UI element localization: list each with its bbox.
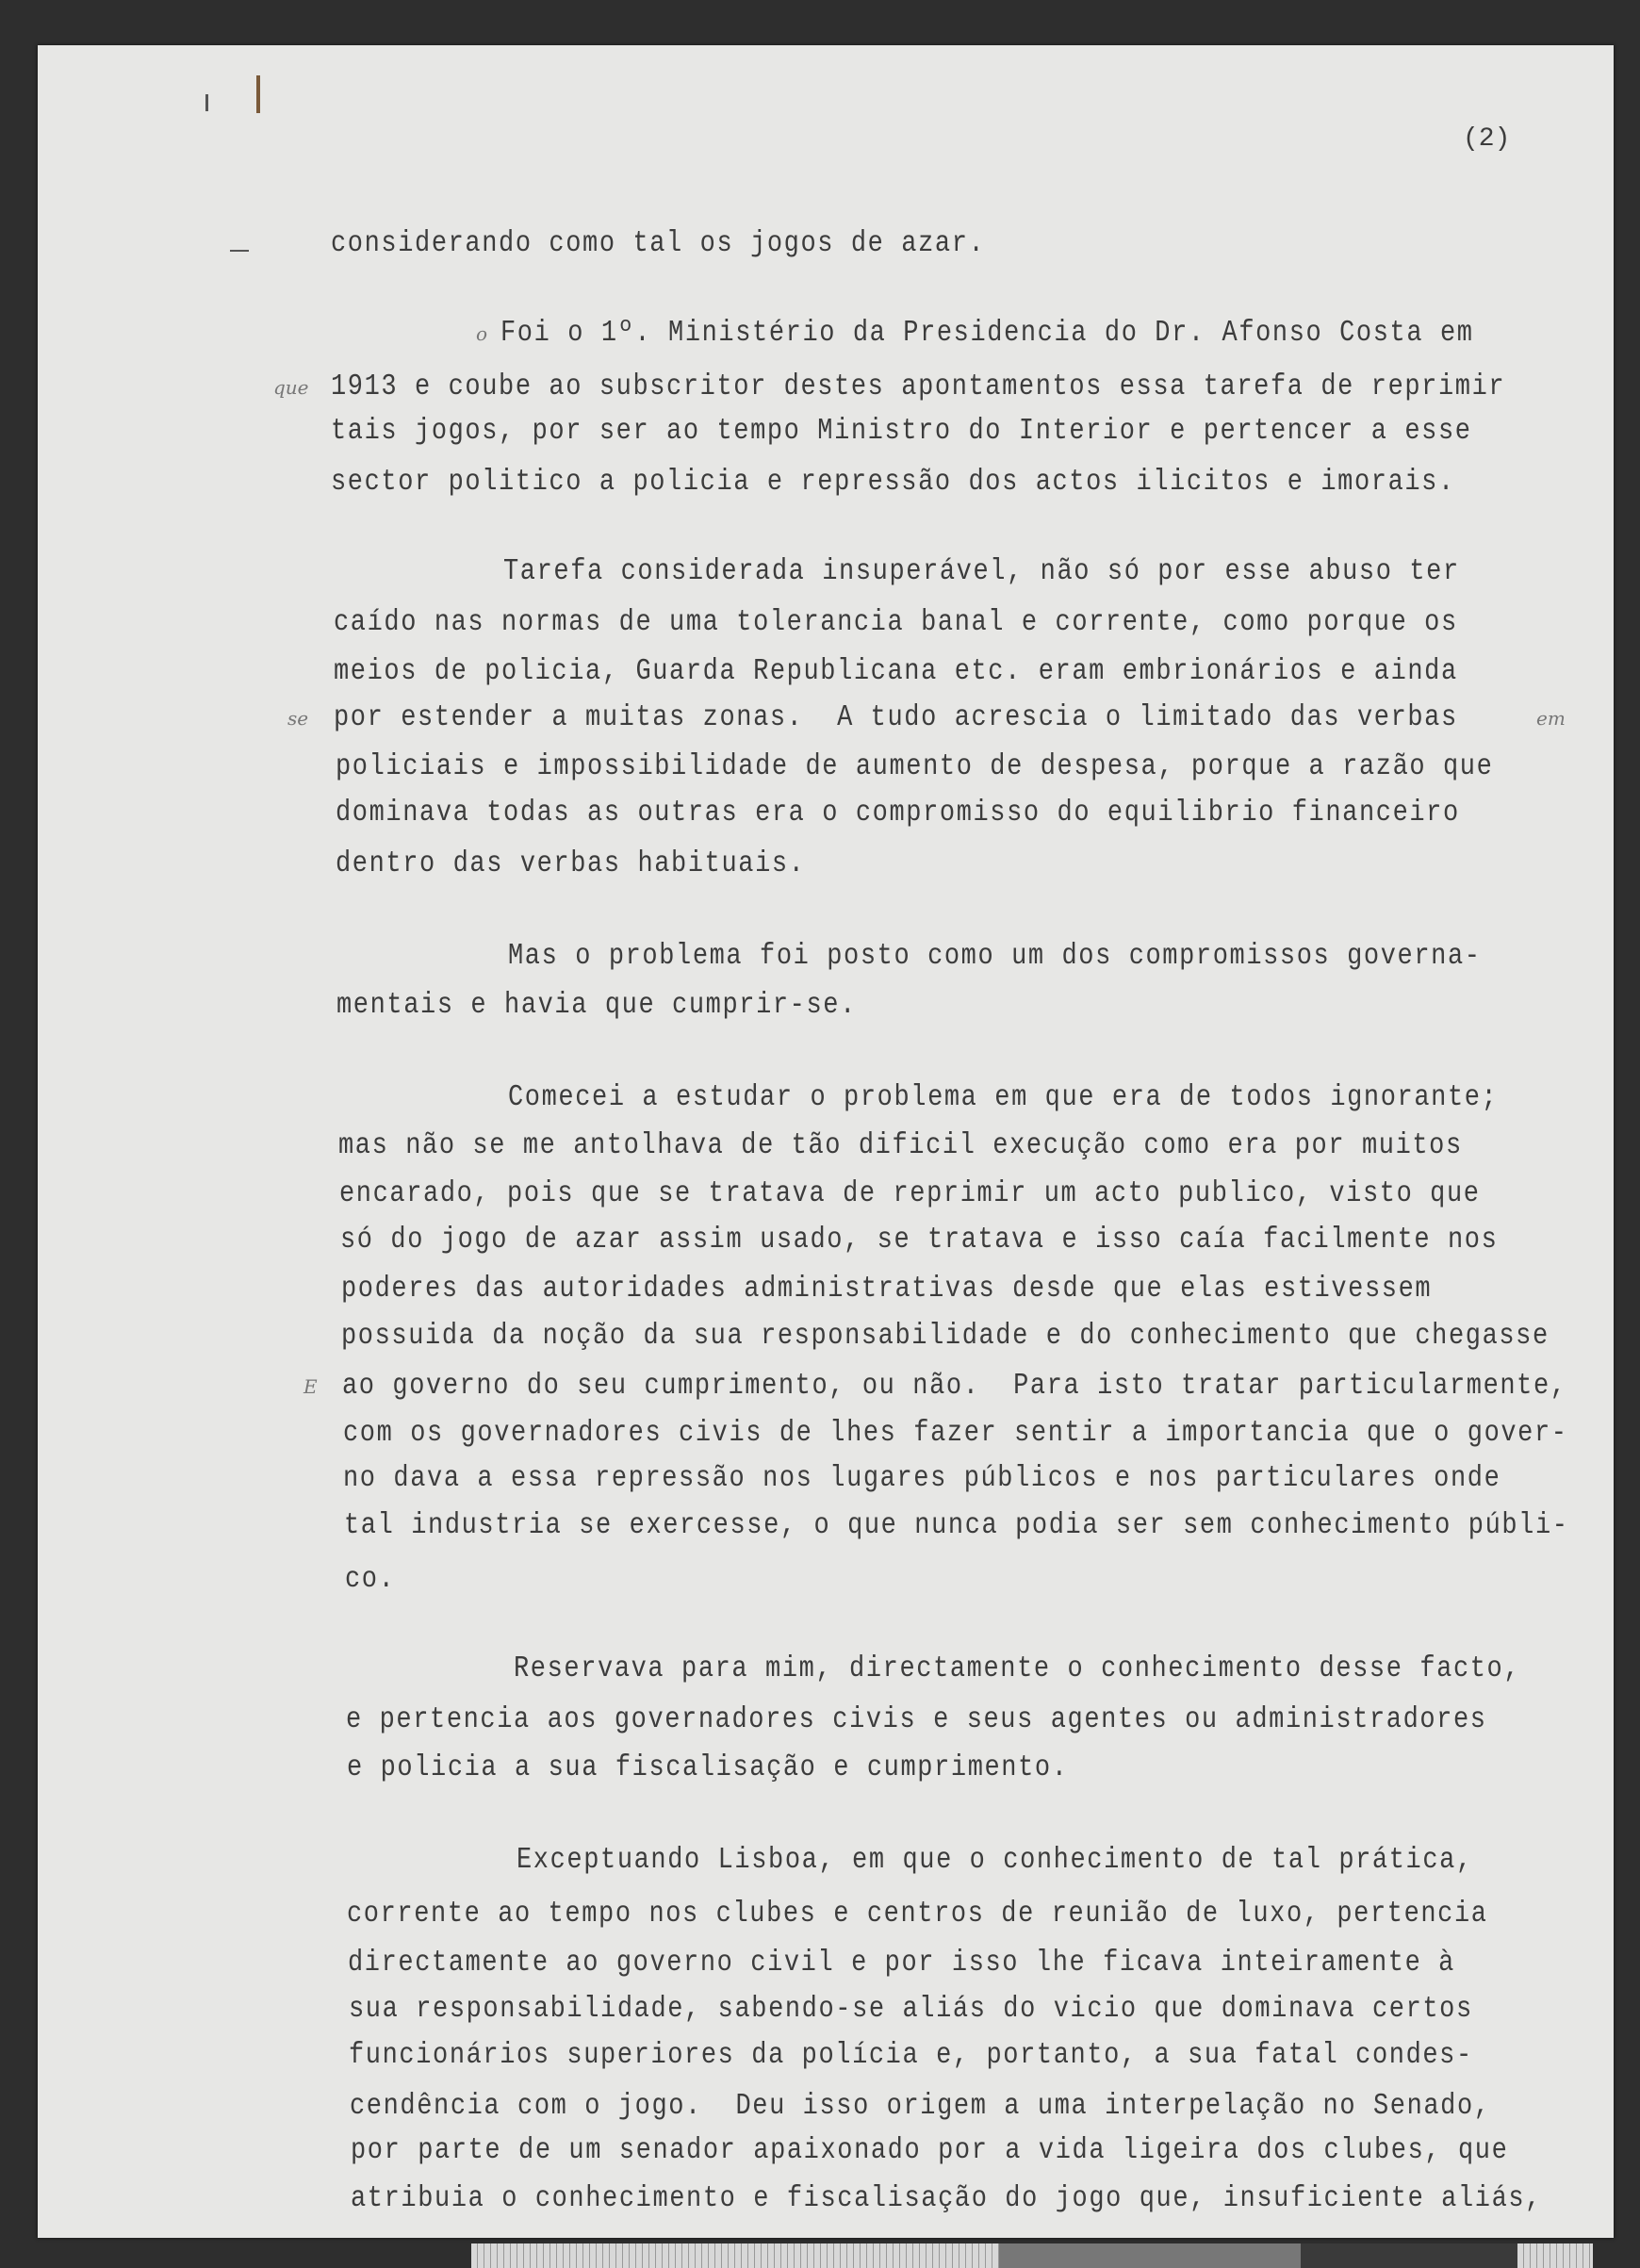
- handwritten-annotation: o: [476, 322, 488, 345]
- typed-line: directamente ao governo civil e por isso lhe ficava inteiramente à: [348, 1947, 1455, 1980]
- typed-line: meios de policia, Guarda Republicana etc. eram embrionários e ainda: [334, 655, 1458, 689]
- typed-line: atribuia o conhecimento e fiscalisação do jogo que, insuficiente aliás,: [351, 2182, 1542, 2216]
- typed-line: Tarefa considerada insuperável, não só por esse abuso ter: [503, 555, 1460, 589]
- color-patch-dark: [1301, 2243, 1517, 2268]
- typed-line: só do jogo de azar assim usado, se tratava e isso caía facilmente nos: [340, 1224, 1499, 1257]
- typed-line: por estender a muitas zonas. A tudo acrescia o limitado das verbas: [334, 701, 1458, 735]
- typed-line: funcionários superiores da polícia e, portanto, a sua fatal condes-: [349, 2039, 1473, 2073]
- typed-line: possuida da noção da sua responsabilidade e do conhecimento que chegasse: [341, 1320, 1550, 1354]
- typed-line: Reservava para mim, directamente o conhecimento desse facto,: [514, 1652, 1521, 1686]
- color-patch-gray: [999, 2243, 1301, 2268]
- typed-line: dentro das verbas habituais.: [336, 847, 806, 881]
- typed-line: dominava todas as outras era o compromisso do equilibrio financeiro: [336, 797, 1460, 830]
- typed-line: e policia a sua fiscalisação e cumprimento.: [347, 1751, 1069, 1785]
- typed-line: policiais e impossibilidade de aumento de despesa, porque a razão que: [336, 750, 1494, 784]
- typed-line: sector politico a policia e repressão dos actos ilicitos e imorais.: [331, 466, 1455, 500]
- typed-line: tal industria se exercesse, o que nunca podia ser sem conhecimento públi-: [344, 1509, 1569, 1543]
- typed-line: mas não se me antolhava de tão dificil execução como era por muitos: [338, 1129, 1463, 1163]
- typed-line: encarado, pois que se tratava de reprimir um acto publico, visto que: [339, 1177, 1481, 1211]
- typed-line: caído nas normas de uma tolerancia banal e corrente, como porque os: [334, 606, 1458, 640]
- typed-line: Comecei a estudar o problema em que era de todos ignorante;: [508, 1081, 1499, 1115]
- typed-line: considerando como tal os jogos de azar.: [331, 227, 986, 261]
- typed-line: mentais e havia que cumprir-se.: [336, 989, 857, 1023]
- typed-line: corrente ao tempo nos clubes e centros de reunião de luxo, pertencia: [347, 1898, 1488, 1931]
- typed-line: Foi o 1º. Ministério da Presidencia do Dr. Afonso Costa em: [500, 317, 1474, 351]
- handwritten-annotation: que: [273, 376, 309, 399]
- page-number: (2): [1463, 124, 1511, 154]
- typed-line: cendência com o jogo. Deu isso origem a uma interpelação no Senado,: [350, 2090, 1491, 2124]
- handwritten-annotation: em: [1536, 707, 1566, 730]
- typed-line: 1913 e coube ao subscritor destes apontamentos essa tarefa de reprimir: [331, 370, 1506, 404]
- typed-line: co.: [345, 1563, 396, 1597]
- typed-line: com os governadores civis de lhes fazer sentir a importancia que o gover-: [343, 1417, 1568, 1451]
- handwritten-annotation: E: [303, 1375, 318, 1398]
- scale-ruler: [1517, 2243, 1593, 2268]
- typed-line: tais jogos, por ser ao tempo Ministro do Interior e pertencer a esse: [331, 415, 1472, 449]
- typed-line: Mas o problema foi posto como um dos compromissos governa-: [508, 940, 1482, 974]
- margin-dash: [230, 250, 249, 252]
- typed-line: sua responsabilidade, sabendo-se aliás do vicio que dominava certos: [349, 1993, 1473, 2027]
- handwritten-annotation: se: [287, 707, 309, 730]
- typed-line: por parte de um senador apaixonado por a vida ligeira dos clubes, que: [351, 2134, 1509, 2168]
- typed-line: ao governo do seu cumprimento, ou não. Para isto tratar particularmente,: [342, 1370, 1567, 1404]
- scale-ruler: [471, 2243, 999, 2268]
- typed-line: Exceptuando Lisboa, em que o conhecimento de tal prática,: [517, 1844, 1473, 1878]
- binding-mark: [256, 75, 260, 113]
- typed-line: no dava a essa repressão nos lugares públicos e nos particulares onde: [343, 1462, 1501, 1496]
- typed-line: e pertencia aos governadores civis e seus agentes ou administradores: [346, 1703, 1487, 1737]
- typed-line: poderes das autoridades administrativas desde que elas estivessem: [341, 1273, 1433, 1307]
- binding-mark: [205, 94, 208, 111]
